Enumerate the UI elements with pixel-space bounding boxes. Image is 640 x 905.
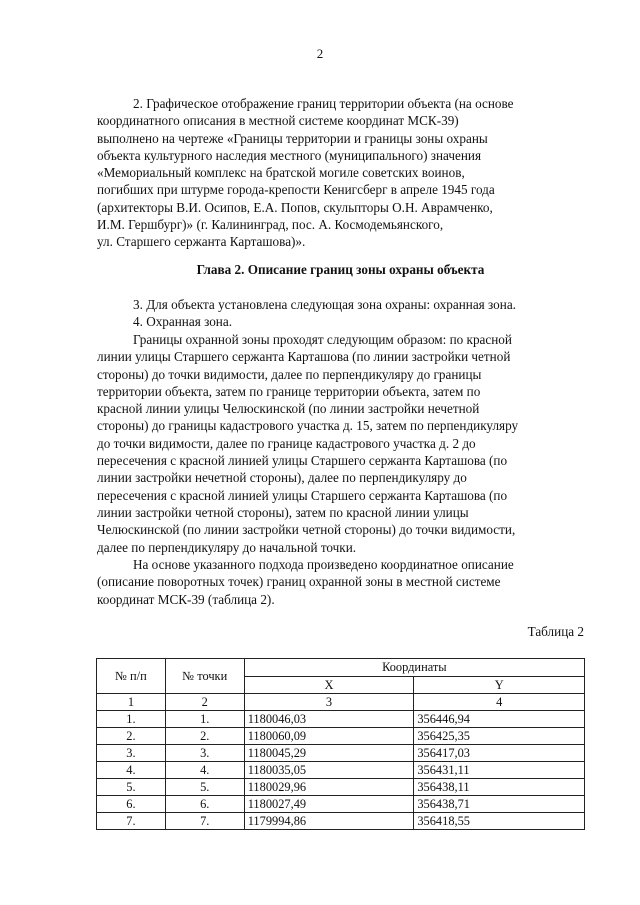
table-caption: Таблица 2 [527,624,584,639]
text-line: линии улицы Старшего сержанта Карташова (по линии застройки четной [97,349,511,365]
table-row [97,796,585,813]
header-x: X [244,676,414,694]
text-line: далее по перпендикуляру до начальной точки. [97,539,357,555]
text-line: (описание поворотных точек) границ охранной зоны в местной системе [97,574,501,590]
text-line: объекта культурного наследия местного (муниципального) значения [97,147,482,163]
cell-x: 1179994,86 [244,813,414,830]
text-line: координат МСК-39 (таблица 2). [97,591,275,607]
paragraph-3-4 [97,296,584,331]
text-line: (архитекторы В.И. Осипов, Е.А. Попов, скульпторы О.Н. Аврамченко, [97,199,493,215]
text-line: 2. Графическое отображение границ территории объекта (на основе [133,96,514,111]
cell-point: 3. [165,745,244,762]
table-header-row [97,659,585,677]
paragraph-4: 4. Охранная зона. [133,314,233,330]
header-point: № точки [165,659,244,694]
text-line: до точки видимости, далее по границе кадастрового участка д. 2 до [97,435,476,451]
cell-point: 5. [165,779,244,796]
cell-num: 3. [97,745,166,762]
table-row [97,779,585,796]
text-line: пересечения с красной линией улицы Старшего сержанта Карташова (по [97,453,508,469]
cell-y: 356431,11 [414,762,585,779]
table-row [97,745,585,762]
cell-num: 1. [97,711,166,728]
table-row [97,813,585,830]
cell-y: 356425,35 [414,728,585,745]
text-line: пересечения с красной линией улицы Старшего сержанта Карташова (по [97,487,508,503]
cell-point: 7. [165,813,244,830]
numbering-cell: 2 [165,694,244,711]
cell-num: 7. [97,813,166,830]
table-numbering-row [97,694,585,711]
paragraph-boundary [97,331,584,556]
table-row [97,728,585,745]
coordinates-table [96,658,585,830]
cell-x: 1180027,49 [244,796,414,813]
text-line: красной линии улицы Челюскинской (по линии застройки нечетной [97,401,480,417]
cell-point: 1. [165,711,244,728]
cell-num: 6. [97,796,166,813]
text-line: выполнено на чертеже «Границы территории и границы зоны охраны [97,130,488,146]
text-line: Челюскинской (по линии застройки четной стороны) до точки видимости, [97,522,516,538]
text-line: ул. Старшего сержанта Карташова)». [97,234,306,250]
numbering-cell: 3 [244,694,414,711]
text-line: На основе указанного подхода произведено координатное описание [133,557,514,572]
cell-y: 356418,55 [414,813,585,830]
cell-num: 2. [97,728,166,745]
text-line: стороны) до точки видимости, далее по перпендикуляру до границы [97,366,482,382]
page-number: 2 [316,46,324,61]
header-num: № п/п [97,659,166,694]
numbering-cell: 4 [414,694,585,711]
text-line: координатного описания в местной системе координат МСК-39) [97,113,459,129]
cell-x: 1180046,03 [244,711,414,728]
cell-point: 2. [165,728,244,745]
paragraph-2 [97,95,584,251]
cell-point: 4. [165,762,244,779]
table-row [97,711,585,728]
paragraph-basis [97,556,584,608]
header-y: Y [414,676,585,694]
cell-x: 1180045,29 [244,745,414,762]
text-line: стороны) до границы кадастрового участка д. 15, затем по перпендикуляру [97,418,519,434]
text-line: линии застройки нечетной стороны), далее по перпендикуляру до [97,470,467,486]
cell-y: 356417,03 [414,745,585,762]
cell-x: 1180060,09 [244,728,414,745]
cell-point: 6. [165,796,244,813]
header-coordinates: Координаты [244,659,584,677]
text-line: территории объекта, затем по границе территории объекта, затем по [97,383,481,399]
cell-y: 356438,11 [414,779,585,796]
numbering-cell: 1 [97,694,166,711]
chapter-heading: Глава 2. Описание границ зоны охраны объекта [196,262,485,277]
cell-y: 356438,71 [414,796,585,813]
cell-x: 1180029,96 [244,779,414,796]
cell-num: 4. [97,762,166,779]
cell-num: 5. [97,779,166,796]
text-line: И.М. Гершбург)» (г. Калининград, пос. А. Космодемьянского, [97,217,444,233]
text-line: «Мемориальный комплекс на братской могиле советских воинов, [97,165,465,181]
text-line: Границы охранной зоны проходят следующим образом: по красной [133,332,512,347]
text-line: погибших при штурме города-крепости Кенигсберг в апреле 1945 года [97,182,495,198]
table-row [97,762,585,779]
cell-y: 356446,94 [414,711,585,728]
paragraph-3: 3. Для объекта установлена следующая зона охраны: охранная зона. [133,297,516,312]
cell-x: 1180035,05 [244,762,414,779]
text-line: линии застройки четной стороны), затем по красной линии улицы [97,504,469,520]
